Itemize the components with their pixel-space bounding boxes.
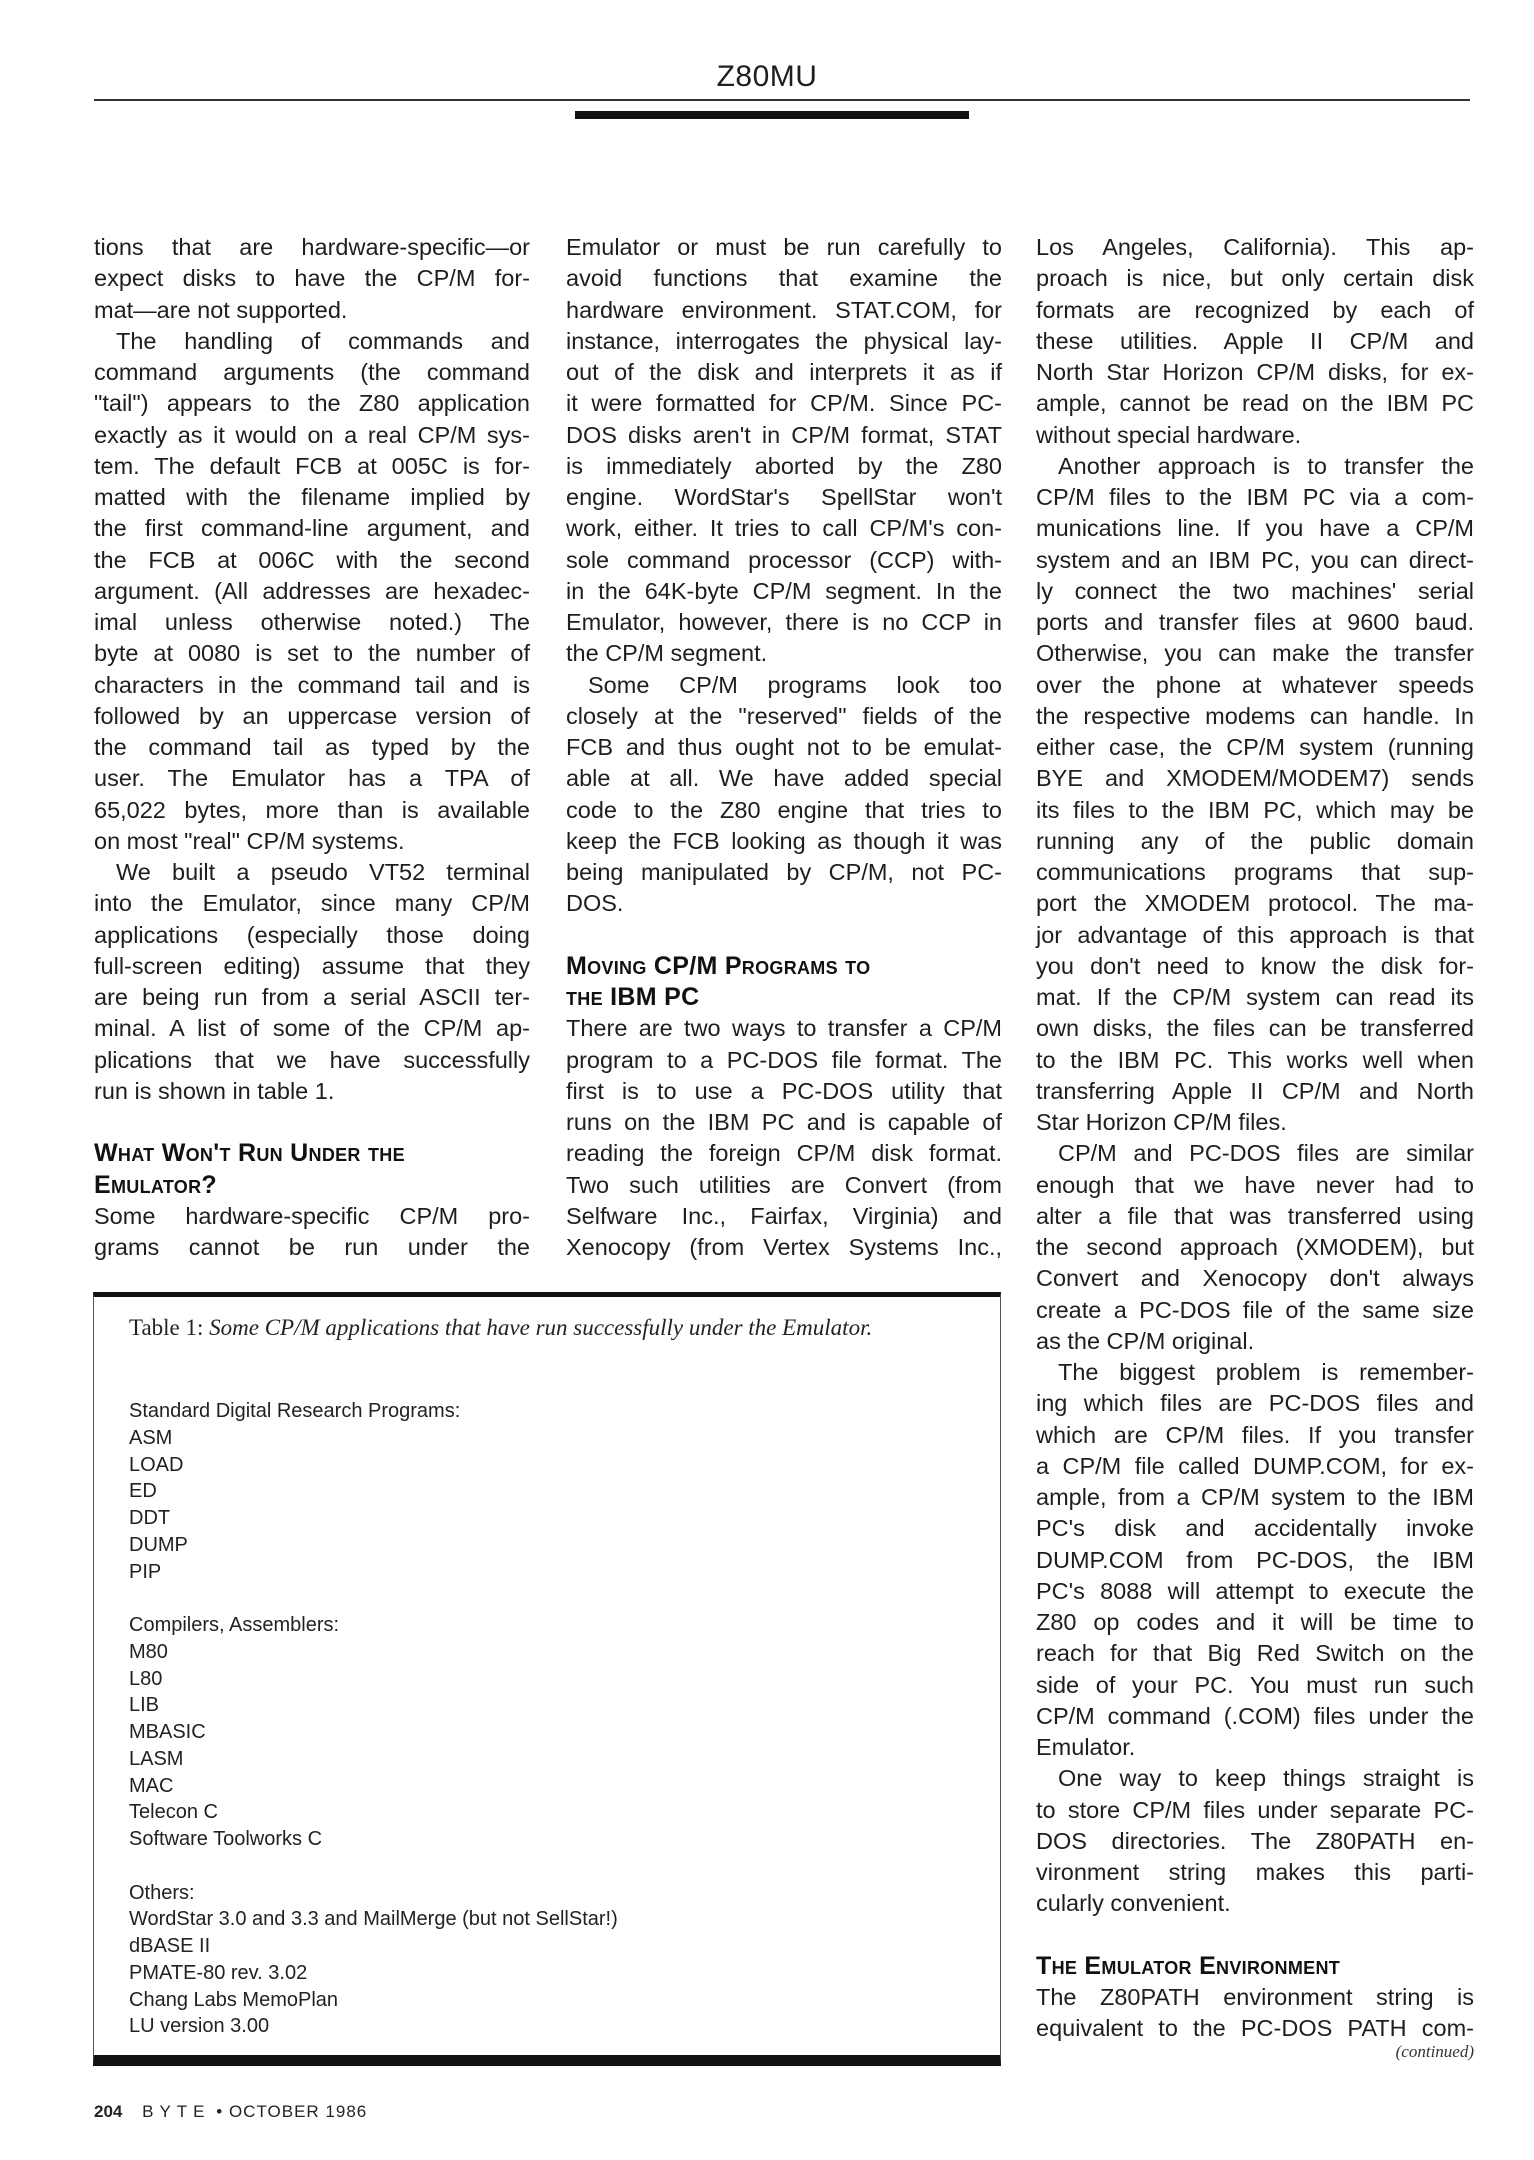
text-line: work, either. It tries to call CP/M's con- — [566, 515, 1002, 542]
text-line: Star Horizon CP/M files. — [1036, 1109, 1287, 1135]
text-line: out of the disk and interprets it as if — [566, 359, 1002, 385]
text-line: mat—are not supported. — [94, 296, 348, 323]
text-line: command arguments (the command — [94, 359, 530, 385]
table-label: Table 1: — [129, 1315, 204, 1340]
text-column-1 — [94, 232, 530, 1263]
text-line — [566, 920, 1002, 951]
text-line: tem. The default FCB at 005C is for- — [94, 452, 530, 479]
text-line: matted with the filename implied by — [94, 484, 530, 510]
text-line: instance, interrogates the physical lay- — [566, 327, 1002, 354]
table-row: PIP — [129, 1560, 162, 1583]
text-line: the second approach (XMODEM), but — [1036, 1234, 1474, 1260]
table-row: LOAD — [129, 1453, 184, 1476]
text-line: DOS. — [566, 890, 624, 917]
text-line: We built a pseudo VT52 terminal — [116, 859, 530, 885]
text-line: reach for that Big Red Switch on the — [1036, 1640, 1474, 1667]
text-line: Emulator. — [1036, 1734, 1136, 1760]
text-line: which are CP/M files. If you transfer — [1036, 1421, 1474, 1448]
table-row: L80 — [129, 1667, 163, 1690]
page-footer — [94, 2102, 367, 2122]
text-line: the command tail as typed by the — [94, 734, 530, 760]
text-line: closely at the "reserved" fields of the — [566, 702, 1002, 729]
text-line: grams cannot be run under the — [94, 1234, 530, 1260]
text-line: 65,022 bytes, more than is available — [94, 796, 530, 823]
text-line: able at all. We have added special — [566, 765, 1002, 792]
text-line: "tail") appears to the Z80 application — [94, 390, 530, 417]
text-line: expect disks to have the CP/M for- — [94, 265, 530, 292]
text-line: its files to the IBM PC, which may be — [1036, 796, 1474, 823]
text-line: The Z80PATH environment string is — [1036, 1984, 1474, 2010]
text-line: DUMP.COM from PC-DOS, the IBM — [1036, 1546, 1474, 1573]
text-line: followed by an uppercase version of — [94, 702, 530, 729]
text-line: DOS disks aren't in CP/M format, STAT — [566, 421, 1002, 448]
text-line: user. The Emulator has a TPA of — [94, 765, 530, 792]
footer-separator: • — [216, 2102, 224, 2121]
table-row: DUMP — [129, 1533, 188, 1556]
text-line: code to the Z80 engine that tries to — [566, 796, 1002, 823]
table-row: dBASE II — [129, 1935, 211, 1957]
table-row: LASM — [129, 1747, 184, 1770]
text-line: ing which files are PC-DOS files and — [1036, 1390, 1474, 1417]
text-line: FCB and thus ought not to be emulat- — [566, 734, 1002, 760]
text-line: ports and transfer files at 9600 baud. — [1036, 609, 1474, 635]
text-line: vironment string makes this parti- — [1036, 1859, 1474, 1885]
text-line: DOS directories. The Z80PATH en- — [1036, 1827, 1474, 1854]
table-group-heading: Compilers, Assemblers: — [129, 1614, 340, 1636]
text-line: side of your PC. You must run such — [1036, 1671, 1474, 1698]
table-1-box — [93, 1292, 1001, 2066]
table-row: LU version 3.00 — [129, 2015, 270, 2038]
text-line: formats are recognized by each of — [1036, 296, 1474, 323]
text-line — [94, 1107, 530, 1138]
header-rule — [94, 99, 1470, 101]
text-line: BYE and XMODEM/MODEM7) sends — [1036, 765, 1474, 792]
text-line: program to a PC-DOS file format. The — [566, 1046, 1002, 1073]
table-group-heading: Standard Digital Research Programs: — [129, 1400, 461, 1422]
text-line: the respective modems can handle. In — [1036, 702, 1474, 729]
text-line: system and an IBM PC, you can direct- — [1036, 546, 1474, 573]
text-line: the CP/M segment. — [566, 640, 768, 667]
table-row — [129, 1585, 618, 1612]
section-heading-line: Emulator? — [94, 1170, 217, 1199]
text-line: plications that we have successfully — [94, 1046, 530, 1073]
table-row: LIB — [129, 1694, 160, 1717]
table-row: M80 — [129, 1640, 168, 1663]
issue-date: OCTOBER 1986 — [228, 2102, 368, 2121]
running-header-title: Z80MU — [716, 60, 818, 93]
section-heading-line: the IBM PC — [566, 983, 700, 1011]
text-line: avoid functions that examine the — [566, 265, 1002, 292]
text-line: exactly as it would on a real CP/M sys- — [94, 421, 530, 448]
text-line: Otherwise, you can make the transfer — [1036, 640, 1474, 667]
section-heading-line: Moving CP/M Programs to — [566, 951, 871, 980]
continued-note: (continued) — [1395, 2042, 1474, 2061]
text-line: ample, cannot be read on the IBM PC — [1036, 390, 1474, 417]
text-line: characters in the command tail and is — [94, 671, 530, 698]
text-line: minal. A list of some of the CP/M ap- — [94, 1015, 530, 1042]
text-line: as the CP/M original. — [1036, 1327, 1255, 1354]
text-line: port the XMODEM protocol. The ma- — [1036, 890, 1474, 917]
text-line: Convert and Xenocopy don't always — [1036, 1265, 1474, 1292]
text-line: imal unless otherwise noted.) The — [94, 609, 530, 635]
text-line: being manipulated by CP/M, not PC- — [566, 859, 1002, 885]
text-line: Emulator, however, there is no CCP in — [566, 609, 1002, 635]
text-line: ly connect the two machines' serial — [1036, 577, 1474, 604]
text-line: runs on the IBM PC and is capable of — [566, 1109, 1002, 1135]
text-column-2 — [566, 232, 1002, 1263]
text-column-3 — [1036, 232, 1474, 2045]
table-row: Telecon C — [129, 1801, 218, 1824]
header-bar — [575, 111, 969, 119]
text-line: Two such utilities are Convert (from — [566, 1171, 1002, 1198]
text-line: hardware environment. STAT.COM, for — [566, 296, 1002, 323]
text-line: alter a file that was transferred using — [1036, 1202, 1474, 1229]
text-line: these utilities. Apple II CP/M and — [1036, 327, 1474, 354]
text-line: byte at 0080 is set to the number of — [94, 640, 530, 667]
table-row: DDT — [129, 1507, 171, 1529]
text-line: PC's 8088 will attempt to execute the — [1036, 1577, 1474, 1604]
text-line: There are two ways to transfer a CP/M — [566, 1015, 1002, 1042]
text-line: argument. (All addresses are hexadec- — [94, 577, 530, 604]
table-row: PMATE-80 rev. 3.02 — [129, 1961, 308, 1984]
text-line: either case, the CP/M system (running — [1036, 734, 1474, 760]
text-line: CP/M files to the IBM PC via a com- — [1036, 484, 1474, 510]
text-line: Los Angeles, California). This ap- — [1036, 234, 1474, 260]
text-line: you don't need to know the disk for- — [1036, 952, 1474, 979]
text-line: transferring Apple II CP/M and North — [1036, 1077, 1474, 1104]
text-line: cularly convenient. — [1036, 1890, 1231, 1917]
text-line: engine. WordStar's SpellStar won't — [566, 484, 1002, 510]
text-line: tions that are hardware-specific—or — [94, 234, 530, 260]
text-line: Selfware Inc., Fairfax, Virginia) and — [566, 1202, 1002, 1229]
text-line: equivalent to the PC-DOS PATH com- — [1036, 2015, 1474, 2042]
text-line: reading the foreign CP/M disk format. — [566, 1140, 1002, 1167]
text-line: enough that we have never had to — [1036, 1171, 1474, 1198]
text-line: CP/M and PC-DOS files are similar — [1058, 1140, 1474, 1167]
text-line: it were formatted for CP/M. Since PC- — [566, 390, 1002, 417]
text-line: into the Emulator, since many CP/M — [94, 890, 530, 917]
text-line: without special hardware. — [1036, 421, 1302, 448]
text-line: Xenocopy (from Vertex Systems Inc., — [566, 1234, 1002, 1260]
table-row: ASM — [129, 1426, 173, 1449]
text-line: The biggest problem is remember- — [1058, 1359, 1474, 1385]
text-line: ample, from a CP/M system to the IBM — [1036, 1484, 1474, 1510]
table-row: MAC — [129, 1774, 174, 1797]
table-group-heading: Others: — [129, 1881, 195, 1904]
text-line: running any of the public domain — [1036, 827, 1474, 854]
section-heading-line: The Emulator Environment — [1036, 1951, 1341, 1980]
text-line: CP/M command (.COM) files under the — [1036, 1702, 1474, 1729]
text-line: applications (especially those doing — [94, 921, 530, 948]
text-line: keep the FCB looking as though it was — [566, 827, 1002, 854]
text-line: are being run from a serial ASCII ter- — [94, 984, 530, 1010]
table-caption — [129, 1313, 969, 1342]
text-line: PC's disk and accidentally invoke — [1036, 1515, 1474, 1542]
text-line: proach is nice, but only certain disk — [1036, 265, 1474, 292]
text-line: munications line. If you have a CP/M — [1036, 515, 1474, 542]
text-line: Another approach is to transfer the — [1058, 452, 1474, 479]
text-line: create a PC-DOS file of the same size — [1036, 1296, 1474, 1323]
text-line: the first command-line argument, and — [94, 515, 530, 542]
magazine-name: BYTE — [142, 2102, 211, 2121]
text-line: jor advantage of this approach is that — [1036, 921, 1474, 948]
text-line: Some hardware-specific CP/M pro- — [94, 1202, 530, 1229]
text-line: communications programs that sup- — [1036, 859, 1474, 885]
text-line: One way to keep things straight is — [1058, 1765, 1474, 1792]
text-line: Z80 op codes and it will be time to — [1036, 1609, 1474, 1635]
text-line: over the phone at whatever speeds — [1036, 671, 1474, 698]
table-row: WordStar 3.0 and 3.3 and MailMerge (but not SellStar!) — [129, 1908, 618, 1931]
page-number: 204 — [94, 2102, 123, 2121]
table-row: ED — [129, 1480, 157, 1503]
text-line: to the IBM PC. This works well when — [1036, 1046, 1474, 1073]
table-row — [129, 1853, 618, 1880]
text-line: own disks, the files can be transferred — [1036, 1015, 1474, 1042]
text-line: the FCB at 006C with the second — [94, 546, 530, 573]
text-line: sole command processor (CCP) with- — [566, 546, 1002, 573]
text-line: run is shown in table 1. — [94, 1077, 335, 1104]
text-line: to store CP/M files under separate PC- — [1036, 1796, 1474, 1823]
text-line — [1036, 1920, 1474, 1951]
section-heading-line: What Won't Run Under the — [94, 1139, 405, 1168]
text-line: on most "real" CP/M systems. — [94, 827, 405, 854]
table-caption-text: Some CP/M applications that have run successfully under the Emulator. — [209, 1315, 873, 1340]
text-line: Some CP/M programs look too — [588, 671, 1002, 698]
table-row: Chang Labs MemoPlan — [129, 1988, 339, 2011]
text-line: mat. If the CP/M system can read its — [1036, 984, 1474, 1010]
text-line: first is to use a PC-DOS utility that — [566, 1077, 1002, 1104]
text-line: North Star Horizon CP/M disks, for ex- — [1036, 359, 1474, 385]
table-rows — [129, 1398, 618, 2040]
text-line: The handling of commands and — [116, 327, 530, 354]
text-line: is immediately aborted by the Z80 — [566, 452, 1002, 479]
table-row: Software Toolworks C — [129, 1828, 323, 1850]
table-row: MBASIC — [129, 1721, 206, 1743]
text-line: a CP/M file called DUMP.COM, for ex- — [1036, 1452, 1474, 1479]
text-line: full-screen editing) assume that they — [94, 952, 530, 979]
text-line: in the 64K-byte CP/M segment. In the — [566, 577, 1002, 604]
text-line: Emulator or must be run carefully to — [566, 234, 1002, 260]
